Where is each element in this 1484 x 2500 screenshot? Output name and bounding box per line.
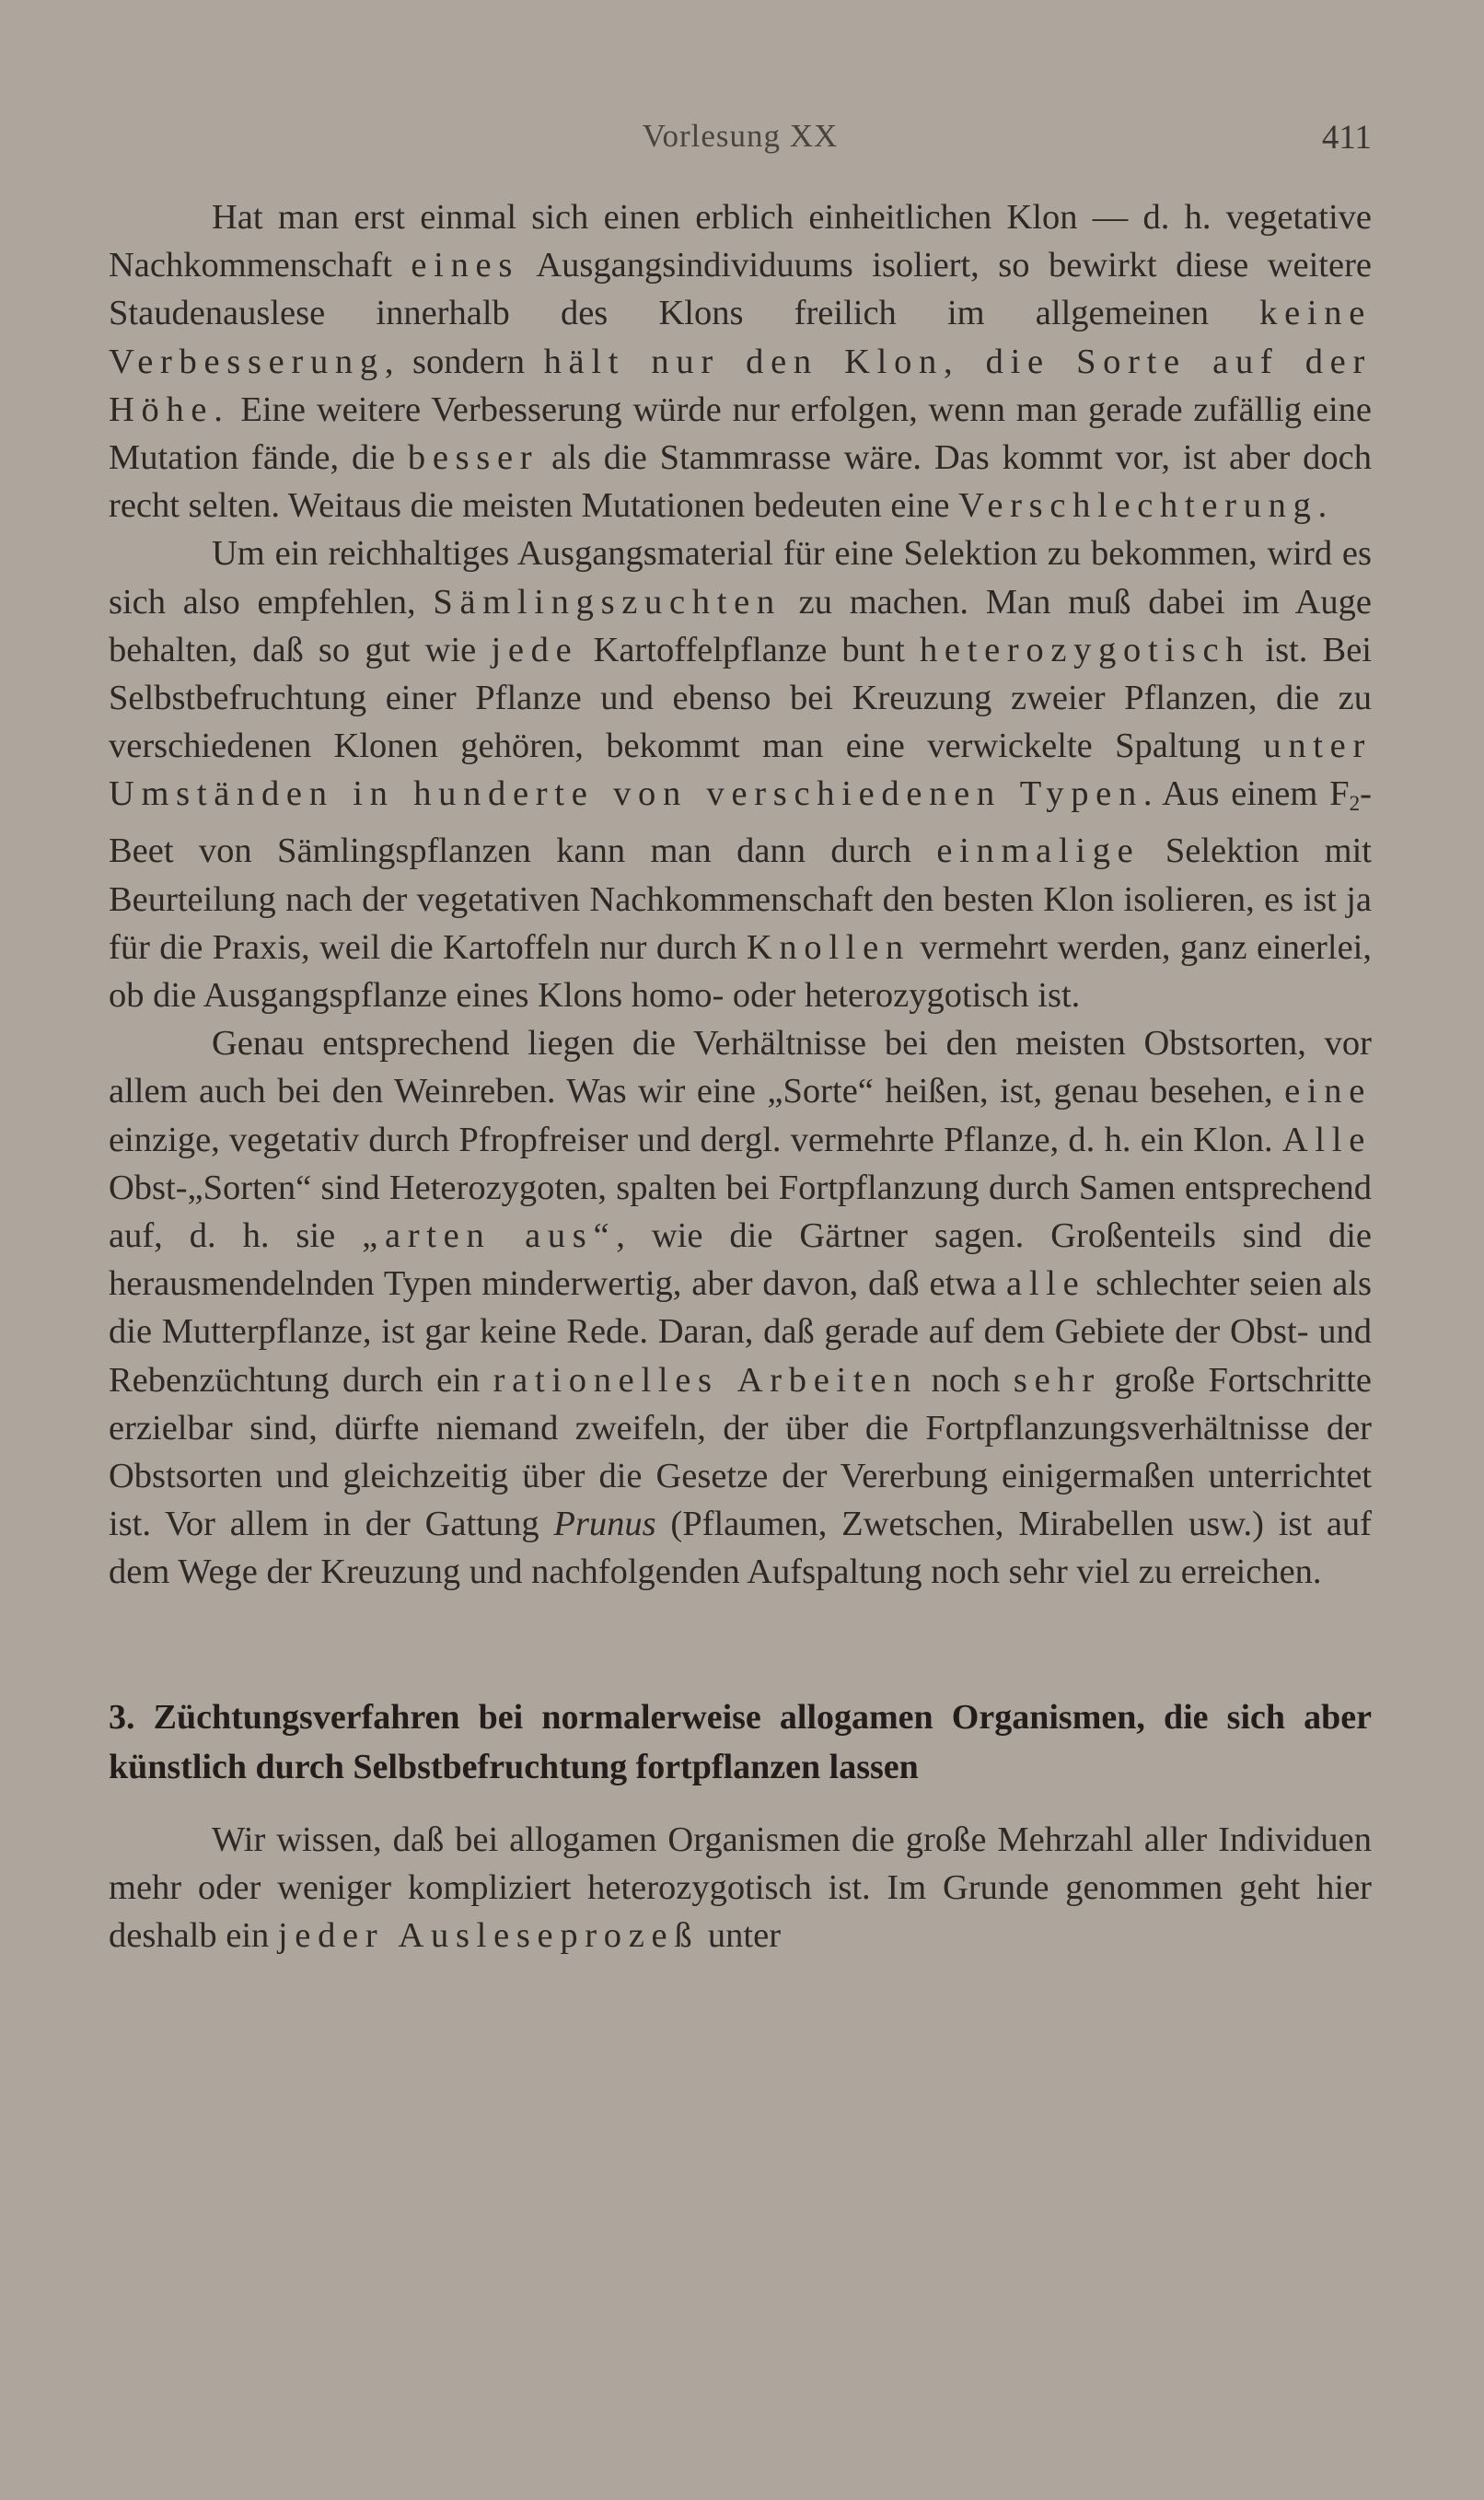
emphasis: Verschlechterung — [958, 486, 1318, 526]
text-run: . — [1317, 486, 1327, 526]
emphasis: Knollen — [746, 927, 910, 967]
text-run: Ausgangsindividuums isoliert, so bewirkt diese weitere Staudenauslese innerhalb des Klons freilich im allgemeinen — [109, 246, 1373, 333]
italic-genus: Prunus — [553, 1505, 656, 1544]
paragraph-2 — [109, 529, 1372, 1019]
text-run: unter — [699, 1916, 782, 1956]
body-text — [109, 193, 1372, 1959]
emphasis: eines — [411, 246, 519, 285]
emphasis: eine — [1284, 1072, 1372, 1111]
text-run: Um ein reichhaltiges Ausgangsmaterial für eine Selektion zu bekommen, wird es sich also empfehlen, — [109, 534, 1372, 622]
emphasis: hält nur den Klon, die Sorte auf der Höhe. — [109, 342, 1372, 429]
text-run: Selektion mit Beurteilung nach der vegetativen Nachkommenschaft den besten Klon isolieren, es ist ja für die Praxis, weil die Kartoffeln nur durch — [109, 831, 1372, 967]
page-number: 411 — [1321, 119, 1372, 157]
text-run: noch — [918, 1360, 1014, 1400]
text-run: . Aus einem F — [1142, 774, 1350, 814]
emphasis: besser — [407, 438, 539, 478]
emphasis: jede — [491, 630, 579, 669]
emphasis: Alle — [1281, 1120, 1372, 1159]
emphasis: jeder Ausleseprozeß — [277, 1916, 700, 1956]
text-run: ist. Bei Selbstbefruchtung einer Pflanze und ebenso bei Kreuzung zweier Pflanzen, die zu verschiedenen Klonen gehören, bekommt man eine verwickelte Spaltung — [109, 630, 1372, 766]
emphasis: sehr — [1013, 1360, 1101, 1400]
text-run: , wie die Gärtner sagen. Großenteils sind die herausmendelnden Typen minderwertig, aber davon, daß etwa — [109, 1216, 1372, 1304]
text-run: vermehrt werden, ganz einerlei, ob die Ausgangspflanze eines Klons homo- oder heterozygotisch ist. — [109, 927, 1372, 1016]
text-run: Eine weitere Verbesserung würde nur erfolgen, wenn man gerade zufällig eine Mutation fände, die — [109, 390, 1372, 478]
text-run: einzige, vegetativ durch Pfropfreiser und dergl. vermehrte Pflanze, d. h. ein Klon. — [109, 1120, 1282, 1159]
emphasis: einmalige — [936, 831, 1141, 871]
emphasis: Sämlingszuchten — [433, 582, 782, 622]
running-head: Vorlesung XX — [642, 118, 839, 154]
emphasis: heterozygotisch — [919, 630, 1251, 669]
text-run: Hat man erst einmal sich einen erblich einheitlichen Klon — d. h. vegetative Nachkommenschaft — [109, 198, 1372, 285]
text-run: -Beet von Sämlingspflanzen kann man dann durch — [109, 774, 1372, 871]
text-run: Wir wissen, daß bei allogamen Organismen die große Mehrzahl aller Individuen mehr oder weniger kompliziert heterozygotisch ist. Im Grunde genommen geht hier deshalb ein — [109, 1820, 1372, 1956]
paragraph-3 — [109, 1019, 1372, 1596]
emphasis: „arten aus“ — [362, 1216, 617, 1256]
emphasis: alle — [1006, 1264, 1086, 1304]
emphasis: unter Umständen in hunderte von verschiedenen Typen — [109, 727, 1372, 814]
text-run: als die Stammrasse wäre. Das kommt vor, ist aber doch recht selten. Weitaus die meisten Mutationen bedeuten eine — [109, 438, 1372, 526]
text-run: , sondern — [384, 342, 544, 381]
subscript: 2 — [1349, 791, 1361, 816]
emphasis: rationelles Arbeiten — [493, 1360, 919, 1400]
text-run: Kartoffelpflanze bunt — [578, 630, 920, 669]
emphasis: keine Verbesserung — [109, 294, 1372, 381]
page-header — [109, 118, 1372, 164]
text-run: (Pflaumen, Zwetschen, Mirabellen usw.) ist auf dem Wege der Kreuzung und nachfolgenden Aufspaltung noch sehr viel zu erreichen. — [109, 1505, 1373, 1592]
paragraph-1 — [109, 193, 1372, 529]
paragraph-4 — [109, 1816, 1372, 1960]
text-run: Obst-„Sorten“ sind Heterozygoten, spalten bei Fortpflanzung durch Samen entsprechend auf, d. h. sie — [109, 1168, 1372, 1256]
section-heading: 3. Züchtungsverfahren bei normalerweise allogamen Organismen, die sich aber künstlich durch Selbstbefruchtung fortpflanzen lassen — [109, 1697, 1372, 1786]
text-run: zu machen. Man muß dabei im Auge behalten, daß so gut wie — [109, 582, 1372, 669]
text-run: schlechter seien als die Mutterpflanze, ist gar keine Rede. Daran, daß gerade auf dem Gebiete der Obst- und Rebenzüchtung durch ein — [109, 1264, 1372, 1400]
text-run: Genau entsprechend liegen die Verhältnisse bei den meisten Obstsorten, vor allem auch bei den Weinreben. Was wir eine „Sorte“ heißen, ist, genau besehen, — [109, 1024, 1372, 1111]
text-run: große Fortschritte erzielbar sind, dürfte niemand zweifeln, der über die Fortpflanzungsverhältnisse der Obstsorten und gleichzeitig über die Gesetze der Vererbung einigermaßen unterrichtet ist. Vor allem in der Gattung — [109, 1360, 1372, 1544]
